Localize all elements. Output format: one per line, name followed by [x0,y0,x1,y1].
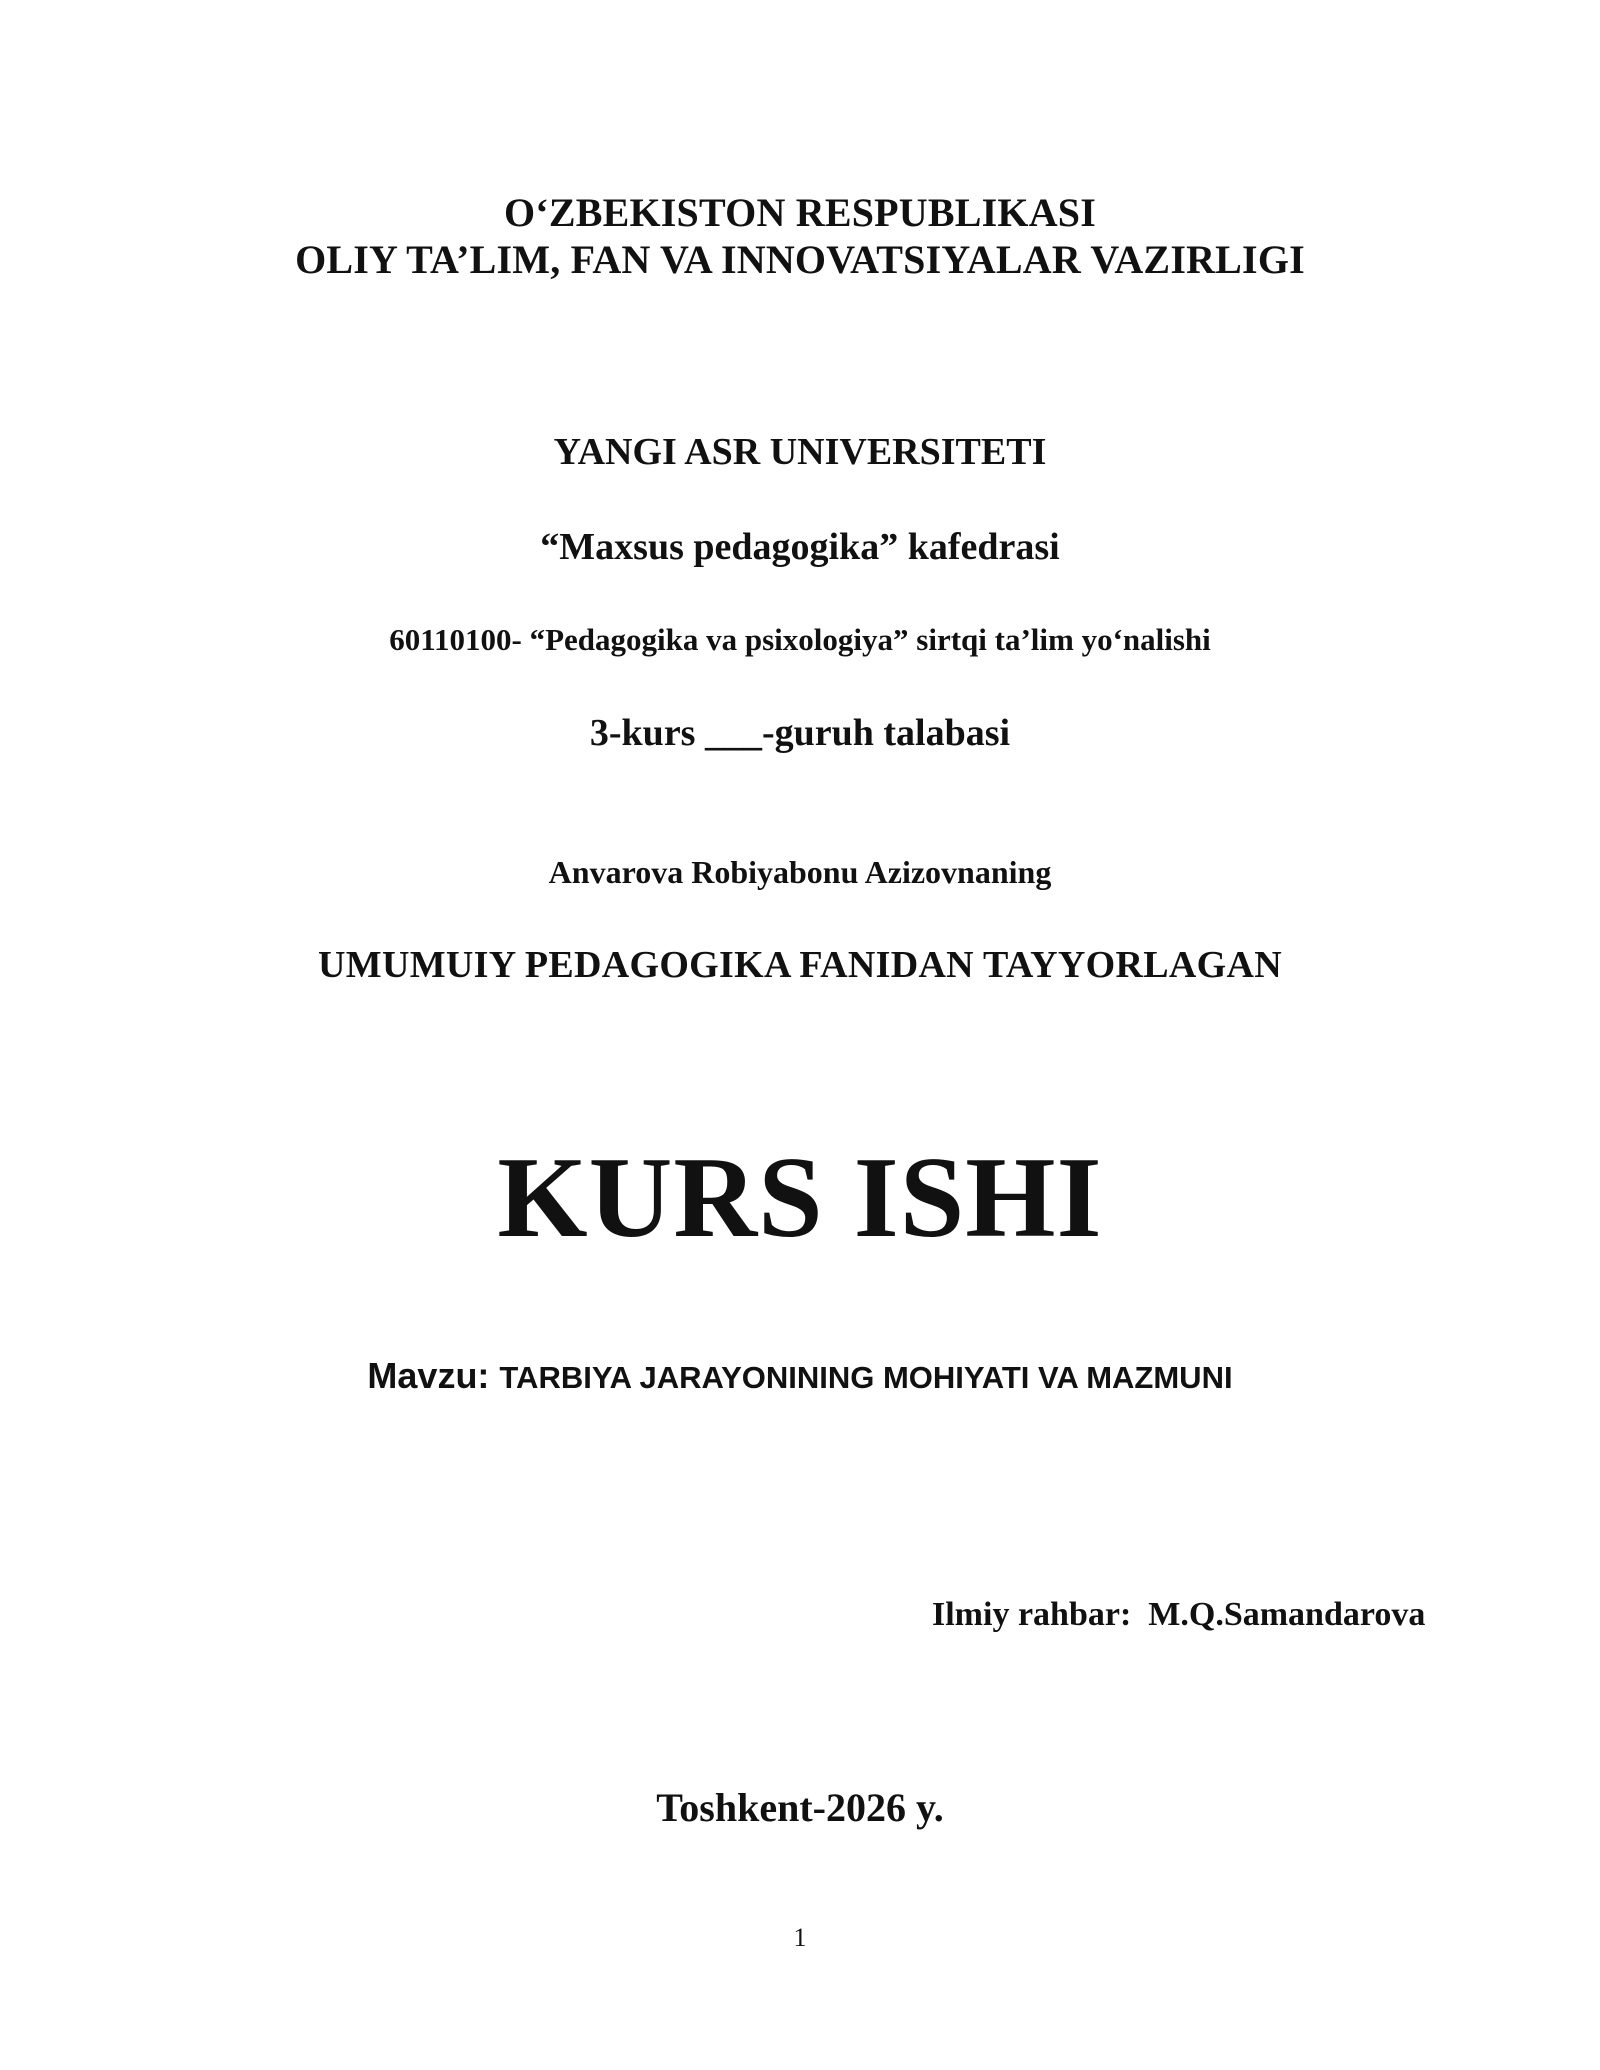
work-title: KURS ISHI [497,1134,1103,1262]
supervisor-label: Ilmiy rahbar: [932,1596,1149,1633]
department-name: “Maxsus pedagogika” kafedrasi [540,526,1060,568]
subject-line: UMUMUIY PEDAGOGIKA FANIDAN TAYYORLAGAN [318,944,1282,986]
supervisor-line [932,1598,1425,1632]
city-year: Toshkent-2026 y. [656,1785,944,1830]
ministry-heading: OLIY TA’LIM, FAN VA INNOVATSIYALAR VAZIRLIGI [295,237,1305,282]
topic-line [0,1355,1600,1396]
supervisor-name: M.Q.Samandarova [1148,1596,1426,1633]
page-number: 1 [793,1923,807,1952]
study-direction: 60110100- “Pedagogika va psixologiya” sirtqi ta’lim yo‘nalishi [389,622,1211,657]
country-heading: O‘ZBEKISTON RESPUBLIKASI [503,190,1097,235]
student-name: Anvarova Robiyabonu Azizovnaning [548,854,1052,890]
topic-label: Mavzu: [367,1355,500,1396]
course-group: 3-kurs ___-guruh talabasi [589,712,1011,754]
topic-value: TARBIYA JARAYONINING MOHIYATI VA MAZMUNI [499,1360,1233,1395]
university-name: YANGI ASR UNIVERSITETI [553,431,1047,473]
